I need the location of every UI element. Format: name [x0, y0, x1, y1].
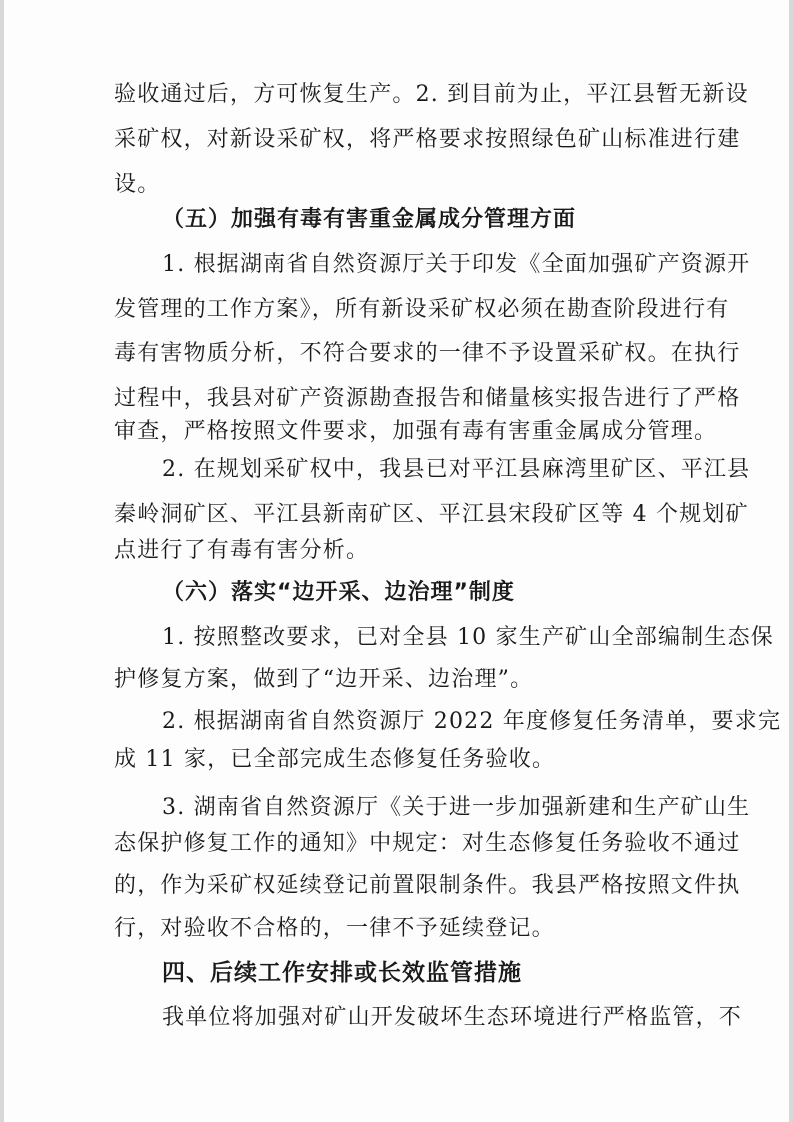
section-heading-6: （六）落实“边开采、边治理”制度: [162, 580, 515, 605]
paragraph-line: 采矿权，对新设采矿权，将严格要求按照绿色矿山标准进行建: [114, 127, 741, 152]
paragraph-line: 1. 根据湖南省自然资源厅关于印发《全面加强矿产资源开: [162, 252, 751, 277]
paragraph-line: 秦岭洞矿区、平江县新南矿区、平江县宋段矿区等 4 个规划矿: [114, 502, 749, 527]
paragraph-line: 态保护修复工作的通知》中规定：对生态修复任务验收不通过: [114, 831, 741, 856]
scan-left-edge: [0, 0, 4, 1122]
scan-right-edge: [789, 0, 793, 1122]
paragraph-line: 的，作为采矿权延续登记前置限制条件。我县严格按照文件执: [114, 873, 741, 898]
paragraph-line: 验收通过后，方可恢复生产。2. 到目前为止，平江县暂无新设: [114, 82, 749, 107]
paragraph-line: 过程中，我县对矿产资源勘查报告和储量核实报告进行了严格: [114, 386, 741, 411]
paragraph-line: 发管理的工作方案》，所有新设采矿权必须在勘查阶段进行有: [114, 297, 730, 322]
section-heading-5: （五）加强有毒有害重金属成分管理方面: [162, 207, 577, 232]
paragraph-line: 护修复方案，做到了“边开采、边治理”。: [114, 667, 534, 692]
paragraph-line: 3. 湖南省自然资源厅《关于进一步加强新建和生产矿山生: [162, 795, 751, 820]
chapter-heading-4: 四、后续工作安排或长效监管措施: [162, 960, 522, 986]
paragraph-line: 行，对验收不合格的，一律不予延续登记。: [114, 916, 555, 941]
paragraph-line: 1. 按照整改要求，已对全县 10 家生产矿山全部编制生态保: [162, 625, 774, 650]
paragraph-line: 2. 在规划采矿权中，我县已对平江县麻湾里矿区、平江县: [162, 457, 751, 482]
paragraph-line: 2. 根据湖南省自然资源厅 2022 年度修复任务清单，要求完: [162, 709, 782, 734]
paragraph-line: 设。: [114, 172, 161, 197]
paragraph-line: 成 11 家，已全部完成生态修复任务验收。: [114, 747, 556, 772]
paragraph-line: 我单位将加强对矿山开发破坏生态环境进行严格监管，不: [162, 1005, 743, 1030]
paragraph-line: 审查，严格按照文件要求，加强有毒有害重金属成分管理。: [114, 419, 718, 444]
paragraph-line: 点进行了有毒有害分析。: [114, 538, 370, 563]
paragraph-line: 毒有害物质分析，不符合要求的一律不予设置采矿权。在执行: [114, 341, 741, 366]
